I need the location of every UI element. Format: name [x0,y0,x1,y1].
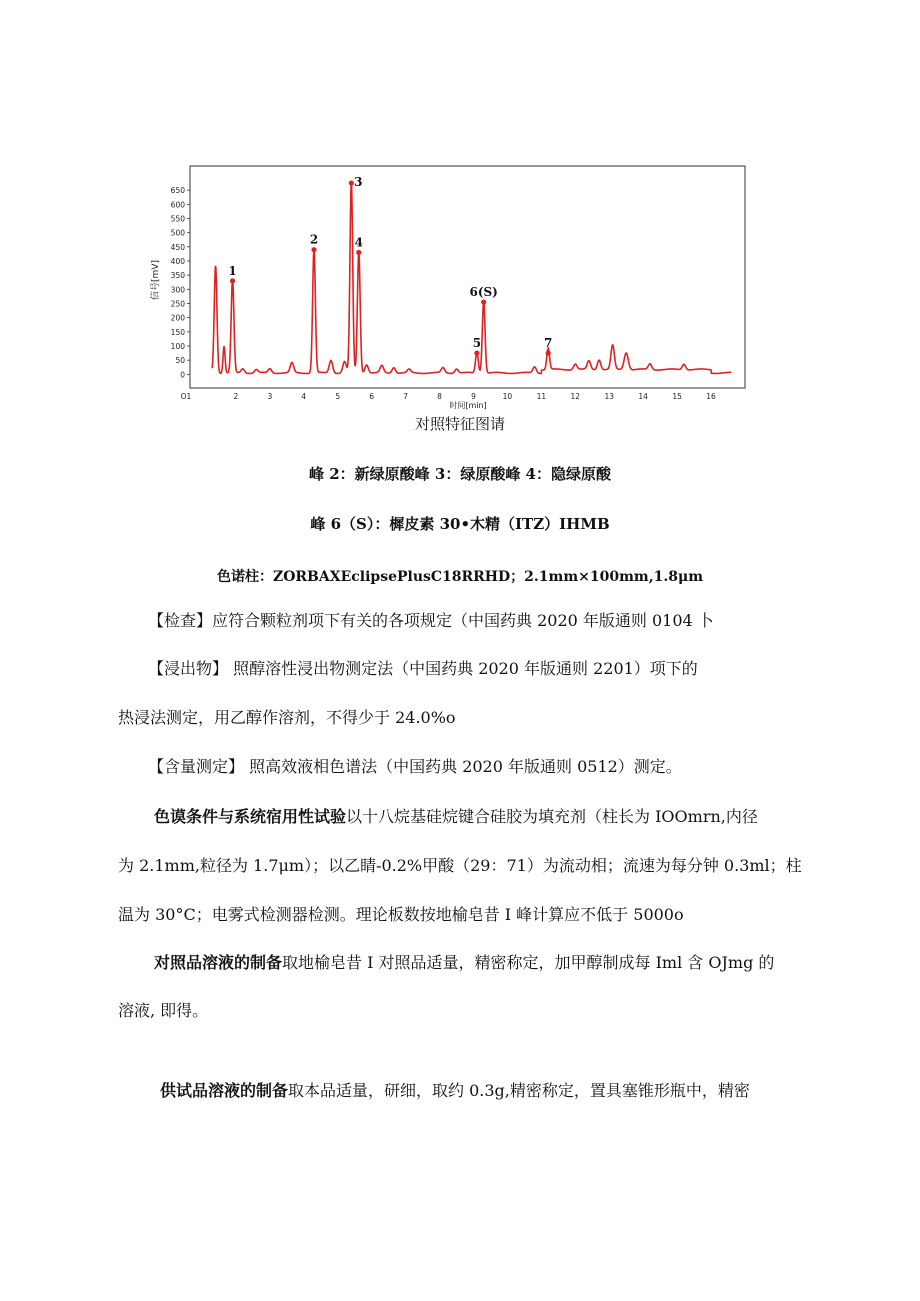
figure-caption: 对照特征图请 [414,415,505,433]
column-note: 色诺柱：ZORBAXEclipsePlusC18RRHD；2.1mm×100mm,1.8μm [216,569,704,585]
peak-marker-3 [349,180,354,185]
x-tick-label-3: 4 [301,392,307,401]
reference-text-1: 取地榆皂昔 I 对照品适量，精密称定，加甲醇制成每 Iml 含 OJmg 的 [282,953,775,972]
y-tick-label-8: 400 [170,257,185,266]
peak-label-1: 1 [228,263,237,278]
x-tick-label-11: 12 [570,392,581,401]
peak-label-2: 2 [309,232,319,247]
check-text: 应符合颗粒剂项下有关的各项规定（中国药典 2020 年版通则 0104 卜 [212,611,714,630]
y-tick-label-0: 0 [180,370,185,380]
conditions-line-2: 为 2.1mm,粒径为 1.7μm）；以乙睛-0.2%甲酸（29：71）为流动相；流速为每分钟 0.3ml；柱 [118,856,802,875]
y-tick-label-7: 350 [170,271,185,281]
x-tick-label-4: 5 [335,392,341,401]
x-tick-label-7: 8 [437,392,442,401]
conditions-line-3: 温为 30°C；电雾式检测器检测。理论板数按地榆皂昔 I 峰计算应不低于 5000o [118,905,684,924]
assay-heading: 【含量测定】 [148,757,245,776]
conditions-line-1 [154,804,758,827]
sample-line-1 [160,1078,750,1101]
reference-line-1 [154,950,774,973]
x-tick-label-6: 7 [403,392,409,401]
assay-text: 照高效液相色谱法（中国药典 2020 年版通则 0512）测定。 [244,757,682,776]
reference-line-2: 溶液, 即得。 [118,1001,209,1020]
x-tick-label-15: 16 [706,392,716,401]
y-tick-label-2: 100 [170,342,185,351]
peak-marker-7 [546,350,551,355]
y-tick-label-4: 200 [170,313,185,323]
peak-label-6(S): 6(S) [469,285,498,300]
y-tick-label-11: 550 [170,214,185,224]
peak-note-1: 峰 2：新绿原酸峰 3：绿原酸峰 4：隐绿原酸 [309,465,611,483]
check-paragraph [148,608,714,631]
x-tick-label-13: 14 [638,392,648,401]
peak-label-5: 5 [472,336,482,351]
extract-text: 照醇溶性浸出物测定法（中国药典 2020 年版通则 2201）项下的 [228,659,698,678]
x-tick-label-1: 2 [233,392,239,401]
peak-marker-1 [230,278,235,283]
x-tick-label-2: 3 [267,392,273,401]
conditions-heading: 色谟条件与系统宿用性试验 [154,807,347,826]
x-tick-label-8: 9 [471,392,476,401]
peak-marker-2 [311,247,316,252]
assay-paragraph [148,754,682,777]
y-tick-label-13: 650 [170,186,185,196]
x-tick-label-0: O1 [180,392,192,401]
y-tick-label-9: 450 [170,242,185,252]
y-tick-label-1: 50 [175,356,185,366]
chromatogram-figure [150,160,760,410]
peak-label-4: 4 [354,235,363,250]
plot-frame [190,166,745,388]
y-tick-label-3: 150 [170,327,185,337]
x-tick-label-9: 10 [502,392,513,401]
peak-note-2: 峰 6（S）：樨皮素 30•木精（ITZ）IHMB [310,515,610,533]
check-heading: 【检查】 [148,611,213,630]
y-tick-label-10: 500 [170,228,185,238]
y-axis-label: 信号[mV] [151,260,161,300]
peak-label-7: 7 [543,336,553,351]
extract-paragraph [148,656,698,679]
reference-heading: 对照品溶液的制备 [154,953,283,972]
sample-text-1: 取本品适量，研细，取约 0.3g,精密称定，置具塞锥形瓶中，精密 [288,1081,750,1100]
y-tick-label-5: 250 [170,299,185,309]
y-tick-label-6: 300 [170,285,185,295]
peak-marker-5 [474,350,479,355]
x-tick-label-12: 13 [604,392,615,401]
chromatogram-chart [150,160,760,410]
x-tick-label-5: 6 [369,392,375,401]
extract-heading: 【浸出物】 [148,659,229,678]
peak-marker-6(S) [481,299,486,304]
x-axis-label: 时间[min] [449,401,487,410]
sample-heading: 供试品溶液的制备 [160,1081,289,1100]
x-tick-label-14: 15 [672,392,682,401]
conditions-text-1: 以十八烷基硅烷键合硅胶为填充剂（柱长为 IOOmrn,内径 [346,807,758,826]
x-tick-label-10: 11 [536,392,547,401]
peak-marker-4 [356,250,361,255]
y-tick-label-12: 600 [170,200,185,210]
peak-label-3: 3 [354,175,363,190]
extract-continuation: 热浸法测定，用乙醇作溶剂，不得少于 24.0%o [118,708,456,727]
